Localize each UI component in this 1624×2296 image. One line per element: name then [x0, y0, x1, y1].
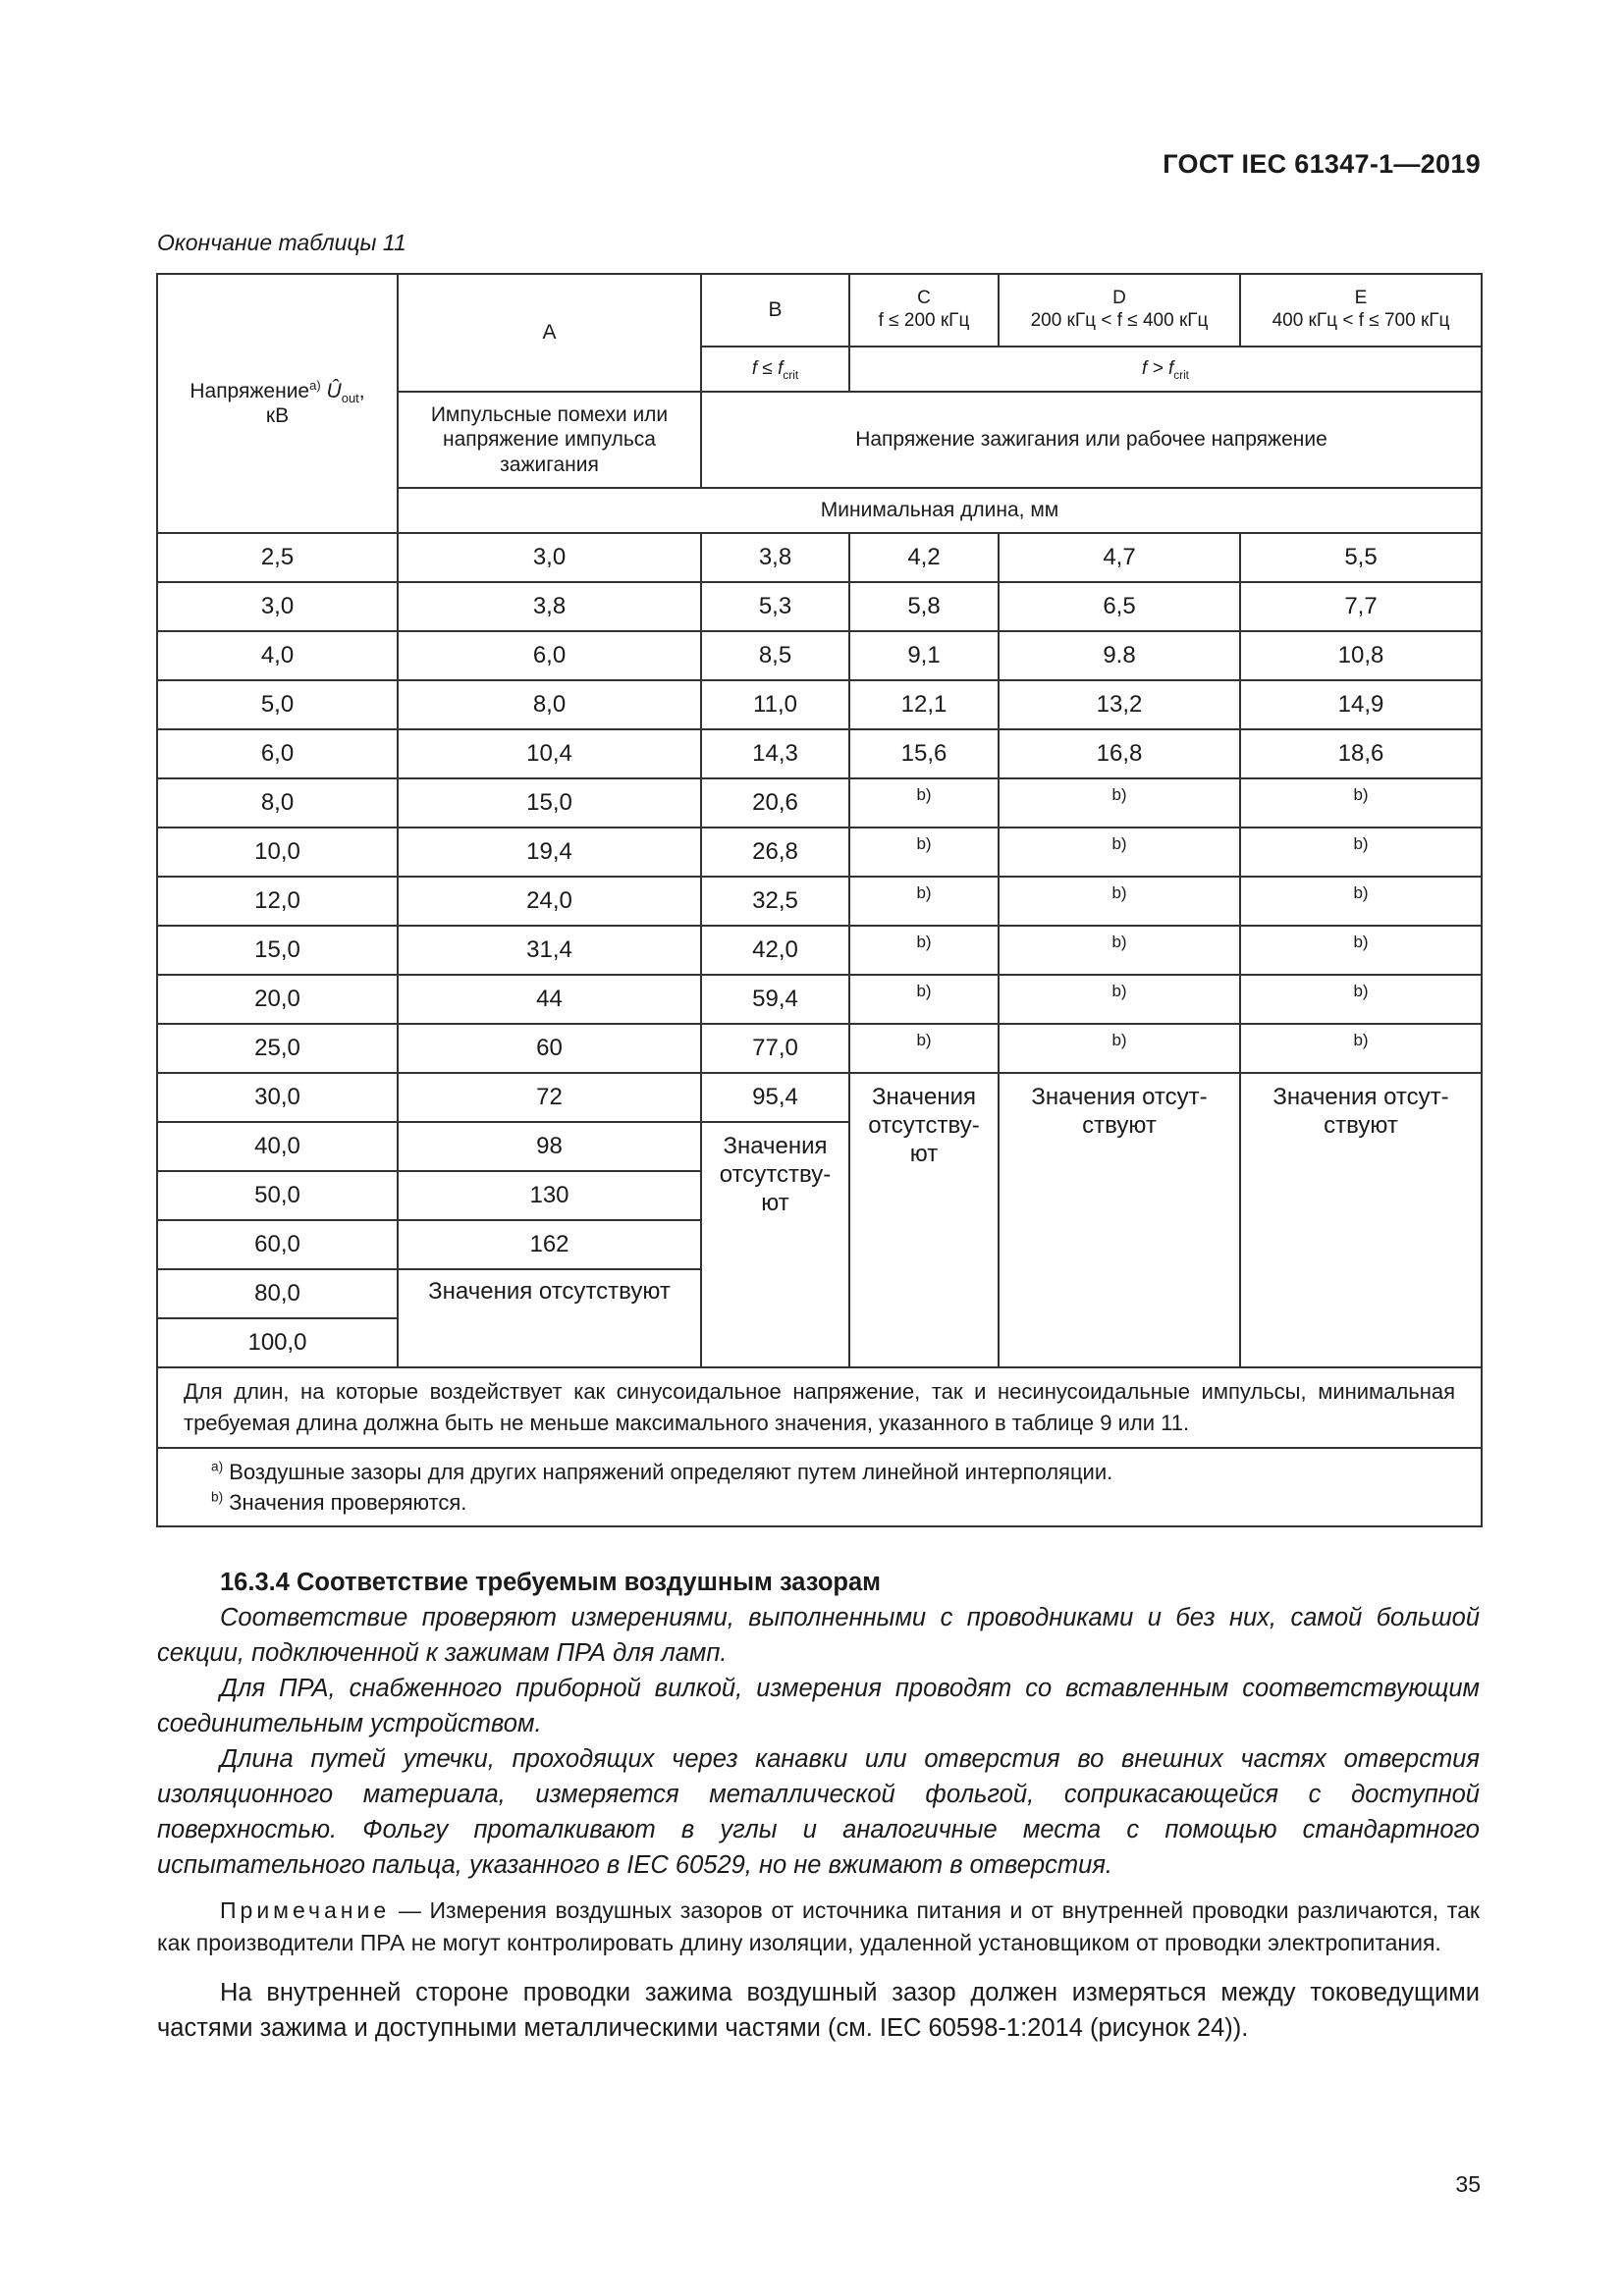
- footnote-b-mark: b): [1353, 981, 1369, 1000]
- paragraph: Длина путей утечки, проходящих через канавки или отверстия во внешних частях отверстия изоляционного материала, измеряется металлической фольгой, соприкасающейся с доступной поверхностью. Фольгу проталкивают в углы и аналогичные места с помощью стандартного испытательного пальца, указанного в IEC 60529, но не вжимают в отверстия.: [157, 1745, 1480, 1879]
- column-b-header: B: [701, 274, 849, 347]
- footnote-b-mark: b): [916, 1030, 932, 1049]
- footnote-b-mark: b): [1111, 981, 1127, 1000]
- section-body: [157, 1565, 1480, 2046]
- footnote-b-mark: b): [1353, 932, 1369, 951]
- column-a-description: Импульсные помехи или напряжение импульса зажигания: [398, 392, 701, 488]
- footnote-b-mark: b): [916, 784, 932, 804]
- table-row: 5,0 8,0 11,0 12,1 13,2 14,9: [157, 680, 1482, 729]
- voltage-header: Напряжение$^{a)}$ $Û_{out}$, кВ: [157, 274, 398, 533]
- footnote-b-mark: b): [916, 882, 932, 902]
- table-row: 30,0 72 95,4 Значения отсутству-ют Значения отсут-ствуют Значения отсут-ствуют: [157, 1073, 1482, 1122]
- table-row: 10,0 19,4 26,8 b) b) b): [157, 828, 1482, 877]
- note-paragraph: Примечание — Измерения воздушных зазоров от источника питания и от внутренней проводки различаются, так как производители ПРА не могут контролировать длину изоляции, удаленной установщиком от проводки электропитания.: [157, 1897, 1480, 1955]
- absent-values-d: Значения отсут-ствуют: [999, 1073, 1240, 1367]
- paragraph: На внутренней стороне проводки зажима воздушный зазор должен измеряться между токоведущими частями зажима и доступными металлическими частями (см. IEC 60598-1:2014 (рисунок 24)).: [157, 1979, 1480, 2042]
- columns-bcde-description: Напряжение зажигания или рабочее напряжение: [701, 392, 1482, 488]
- footnote-b-mark: b): [1111, 784, 1127, 804]
- table-row: 20,0 44 59,4 b) b) b): [157, 975, 1482, 1024]
- column-c-header: C f ≤ 200 кГц: [849, 274, 999, 347]
- column-e-header: E 400 кГц < f ≤ 700 кГц: [1240, 274, 1482, 347]
- footnote-b-mark: b): [1353, 882, 1369, 902]
- table-row: 60,0 162: [157, 1220, 1482, 1269]
- page-number: 35: [1455, 2171, 1481, 2197]
- footnote-b-mark: b): [916, 981, 932, 1000]
- footnote-b-mark: b): [1111, 833, 1127, 853]
- table-row: 6,0 10,4 14,3 15,6 16,8 18,6: [157, 729, 1482, 778]
- absent-values-a: Значения отсутствуют: [398, 1269, 701, 1367]
- columns-cde-condition: $f > f_{crit}$: [849, 347, 1482, 392]
- table-row: 2,5 3,0 3,8 4,2 4,7 5,5: [157, 533, 1482, 582]
- table-row: 40,0 98 Значения отсутству-ют: [157, 1122, 1482, 1171]
- note-label: Примечание: [220, 1897, 391, 1923]
- min-length-header: Минимальная длина, мм: [398, 488, 1482, 533]
- footnote-b: $^{b)}$ Значения проверяются.: [211, 1489, 467, 1516]
- footnote-b-mark: b): [1353, 833, 1369, 853]
- absent-values-e: Значения отсут-ствуют: [1240, 1073, 1482, 1367]
- footnote-b-mark: b): [916, 932, 932, 951]
- footnote-b-mark: b): [1111, 932, 1127, 951]
- footnote-b-mark: b): [1353, 1030, 1369, 1049]
- table-row: 12,0 24,0 32,5 b) b) b): [157, 877, 1482, 926]
- footnote-a: $^{a)}$ Воздушные зазоры для других напряжений определяют путем линейной интерполяции.: [211, 1459, 1113, 1484]
- table-row: 25,0 60 77,0 b) b) b): [157, 1024, 1482, 1073]
- footnote-b-mark: b): [916, 833, 932, 853]
- footnote-b-mark: b): [1353, 784, 1369, 804]
- table-caption: Окончание таблицы 11: [157, 230, 406, 255]
- table-row: 50,0 130: [157, 1171, 1482, 1220]
- paragraph: Соответствие проверяют измерениями, выполненными с проводниками и без них, самой большой секции, подключенной к зажимам ПРА для ламп.: [157, 1604, 1480, 1667]
- absent-values-c: Значения отсутству-ют: [849, 1073, 999, 1367]
- table-row: 100,0: [157, 1318, 1482, 1367]
- table-row: 8,0 15,0 20,6 b) b) b): [157, 778, 1482, 828]
- column-a-header: A: [398, 274, 701, 392]
- column-d-header: D 200 кГц < f ≤ 400 кГц: [999, 274, 1240, 347]
- paragraph: Для ПРА, снабженного приборной вилкой, измерения проводят со вставленным соответствующим соединительным устройством.: [157, 1675, 1480, 1737]
- table-row: 4,0 6,0 8,5 9,1 9.8 10,8: [157, 631, 1482, 680]
- table-row: 3,0 3,8 5,3 5,8 6,5 7,7: [157, 582, 1482, 631]
- table-note: Для длин, на которые воздействует как синусоидальное напряжение, так и несинусоидальные импульсы, минимальная требуемая длина должна быть не меньше максимального значения, указанного в таблице 9 или 11.: [157, 1367, 1482, 1448]
- footnote-b-mark: b): [1111, 1030, 1127, 1049]
- table-footnotes: [157, 1448, 1482, 1526]
- table-row: 15,0 31,4 42,0 b) b) b): [157, 926, 1482, 975]
- section-heading: 16.3.4 Соответствие требуемым воздушным зазорам: [220, 1569, 882, 1596]
- absent-values-b: Значения отсутству-ют: [701, 1122, 849, 1367]
- footnote-b-mark: b): [1111, 882, 1127, 902]
- document-code: ГОСТ IEC 61347-1—2019: [1163, 149, 1481, 179]
- column-b-condition: $f \le f_{crit}$: [701, 347, 849, 392]
- table-11: [156, 273, 1483, 1527]
- table-row: 80,0 Значения отсутствуют: [157, 1269, 1482, 1318]
